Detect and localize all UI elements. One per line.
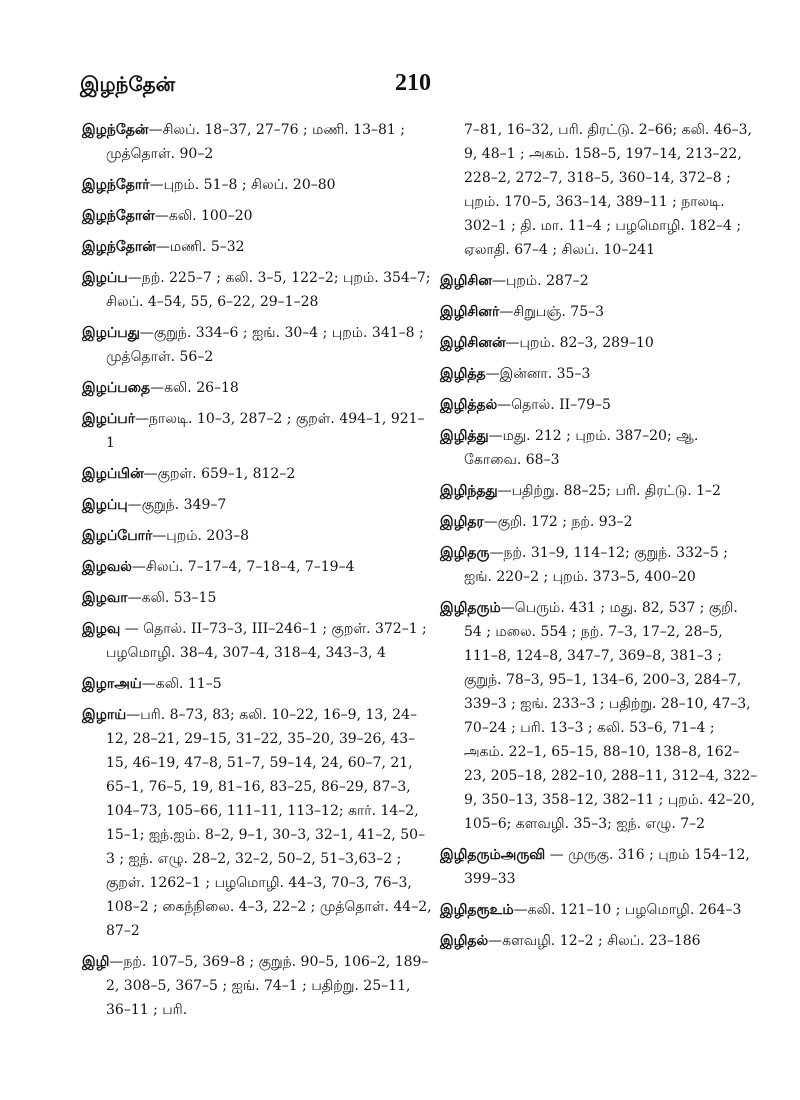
headword: இழந்தேன்	[82, 122, 149, 138]
index-entry	[82, 173, 432, 197]
index-entry	[440, 898, 758, 922]
index-entry	[82, 235, 432, 259]
headword: இழந்தோள்	[82, 208, 155, 224]
index-entry	[440, 843, 758, 891]
headword: இழிதல்	[440, 933, 489, 949]
references: —புறம். 51–8 ; சிலப். 20–80	[149, 177, 336, 193]
references: —குறி. 172 ; நற். 93–2	[483, 514, 633, 530]
headword: இழந்தோன்	[82, 239, 156, 255]
index-entry	[440, 300, 758, 324]
references: —புறம். 82–3, 289–10	[505, 335, 654, 351]
references: —புறம். 203–8	[152, 528, 250, 544]
references: —நற். 225–7 ; கலி. 3–5, 122–2; புறம். 354–7; சிலப். 4–54, 55, 6–22, 29–1–28	[106, 270, 431, 310]
index-entry	[440, 424, 758, 472]
headword: இழப்பது	[82, 325, 140, 341]
references: —தொல். II–79–5	[497, 397, 611, 413]
index-entry	[82, 376, 432, 400]
references: —பதிற்று. 88–25; பரி. திரட்டு. 1–2	[497, 483, 721, 499]
headword: இழிதரு	[440, 545, 490, 561]
index-entry	[440, 393, 758, 417]
headword: இழிதரும்அருவி	[440, 847, 546, 863]
headword: இழவா	[82, 590, 128, 606]
index-entry	[82, 617, 432, 665]
headword: இழப்பர்	[82, 411, 136, 427]
headword: இழித்து	[440, 428, 489, 444]
references: —கலி. 121–10 ; பழமொழி. 264–3	[513, 902, 742, 918]
index-entry	[440, 596, 758, 836]
index-entry	[440, 269, 758, 293]
headword: இழி	[82, 954, 110, 970]
index-entry	[82, 321, 432, 369]
references: —இன்னா. 35–3	[485, 366, 591, 382]
references: —சிலப். 7–17–4, 7–18–4, 7–19–4	[131, 559, 355, 575]
index-entry	[82, 672, 432, 696]
headword: இழப்பதை	[82, 380, 151, 396]
index-entry	[440, 929, 758, 953]
headword: இழித்தல்	[440, 397, 498, 413]
references: —மணி. 5–32	[155, 239, 245, 255]
right-column	[440, 118, 758, 960]
headword: இழிந்தது	[440, 483, 498, 499]
references: —கலி. 26–18	[150, 380, 239, 396]
headword: இழப்ப	[82, 270, 128, 286]
headword: இழிசினன்	[440, 335, 506, 351]
left-column	[82, 118, 432, 1029]
index-entry	[82, 407, 432, 455]
page-number: 210	[395, 70, 431, 96]
index-entry	[440, 479, 758, 503]
references: —குறுந். 349–7	[127, 497, 227, 513]
headword: இழிசினர்	[440, 304, 500, 320]
index-entry	[82, 703, 432, 943]
index-entry	[82, 555, 432, 579]
references: —கலி. 100–20	[154, 208, 253, 224]
index-entry	[82, 524, 432, 548]
references: —களவழி. 12–2 ; சிலப். 23–186	[488, 933, 701, 949]
index-entry	[82, 204, 432, 228]
index-entry	[82, 950, 432, 1022]
headword: இழப்போர்	[82, 528, 153, 544]
index-entry	[440, 510, 758, 534]
references: —பெரும். 431 ; மது. 82, 537 ; குறி. 54 ; மலை. 554 ; நற். 7–3, 17–2, 28–5, 111–8, 124–8, 347–7, 369–8, 381–3 ; குறுந். 78–3, 95–1, 134–6, 200–3, 284–7, 339–3 ; ஐங். 233–3 ; பதிற்று. 28–10, 47–3, 70–24 ; பரி. 13–3 ; கலி. 53–6, 71–4 ; அகம். 22–1, 65–15, 88–10, 138–8, 162–23, 205–18, 282–10, 288–11, 312–4, 322–9, 350–13, 358–12, 382–11 ; புறம். 42–20, 105–6; களவழி. 35–3; ஐந். எழு. 7–2	[464, 600, 758, 832]
headword: இழிதர	[440, 514, 484, 530]
index-entry	[82, 266, 432, 314]
headword: இழாஅய்	[82, 676, 142, 692]
references: —நற். 31–9, 114–12; குறுந். 332–5 ; ஐங். 220–2 ; புறம். 373–5, 400–20	[464, 545, 728, 585]
references: —சிறுபஞ். 75–3	[499, 304, 605, 320]
index-entry	[82, 462, 432, 486]
headword: இழிதரூஉம்	[440, 902, 514, 918]
continued-references: 7–81, 16–32, பரி. திரட்டு. 2–66; கலி. 46–3, 9, 48–1 ; அகம். 158–5, 197–14, 213–22, 228–2, 272–7, 318–5, 360–14, 372–8 ; புறம். 170–5, 363–14, 389–11 ; நாலடி. 302–1 ; தி. மா. 11–4 ; பழமொழி. 182–4 ; ஏலாதி. 67–4 ; சிலப். 10–241	[464, 122, 752, 258]
headword: இழந்தோர்	[82, 177, 150, 193]
index-entry	[82, 493, 432, 517]
references: — தொல். II–73–3, III–246–1 ; குறள். 372–1 ; பழமொழி. 38–4, 307–4, 318–4, 343–3, 4	[106, 621, 427, 661]
headword: இழாய்	[82, 707, 127, 723]
index-entry	[440, 331, 758, 355]
headword: இழித்த	[440, 366, 486, 382]
references: —சிலப். 18–37, 27–76 ; மணி. 13–81 ; முத்தொள். 90–2	[106, 122, 405, 162]
references: —நாலடி. 10–3, 287–2 ; குறள். 494–1, 921–1	[106, 411, 425, 451]
headword: இழிதரும்	[440, 600, 501, 616]
references: —கலி. 53–15	[127, 590, 217, 606]
headword: இழிசின	[440, 273, 492, 289]
index-entry	[440, 362, 758, 386]
headword: இழவு	[82, 621, 121, 637]
page-header	[80, 72, 740, 112]
index-entry	[82, 586, 432, 610]
index-entry	[440, 541, 758, 589]
headword: இழப்பின்	[82, 466, 144, 482]
references: —குறுந். 334–6 ; ஐங். 30–4 ; புறம். 341–8 ; முத்தொள். 56–2	[106, 325, 424, 365]
references: —மது. 212 ; புறம். 387–20; ஆ. கோவை. 68–3	[464, 428, 699, 468]
references: —பரி. 8–73, 83; கலி. 10–22, 16–9, 13, 24–12, 28–21, 29–15, 31–22, 35–20, 39–26, 43–15, 46–19, 47–8, 51–7, 59–14, 24, 60–7, 21, 65–1, 76–5, 19, 81–16, 83–25, 86–29, 87–3, 104–73, 105–66, 111–11, 113–12; கார். 14–2, 15–1; ஐந்.ஐம். 8–2, 9–1, 30–3, 32–1, 41–2, 50–3 ; ஐந். எழு. 28–2, 32–2, 50–2, 51–3,63–2 ; குறள். 1262–1 ; பழமொழி. 44–3, 70–3, 76–3, 108–2 ; கைந்நிலை. 4–3, 22–2 ; முத்தொள். 44–2, 87–2	[106, 707, 432, 939]
index-entry	[82, 118, 432, 166]
headword: இழவல்	[82, 559, 132, 575]
references: —நற். 107–5, 369–8 ; குறுந். 90–5, 106–2, 189–2, 308–5, 367–5 ; ஐங். 74–1 ; பதிற்று. 25–11, 36–11 ; பரி.	[106, 954, 429, 1018]
references: —புறம். 287–2	[491, 273, 589, 289]
headword: இழப்பு	[82, 497, 128, 513]
references: — முருகு. 316 ; புறம் 154–12, 399–33	[464, 847, 750, 887]
running-head: இழந்தேன்	[80, 72, 175, 96]
references: —குறள். 659–1, 812–2	[143, 466, 296, 482]
references: —கலி. 11–5	[141, 676, 222, 692]
